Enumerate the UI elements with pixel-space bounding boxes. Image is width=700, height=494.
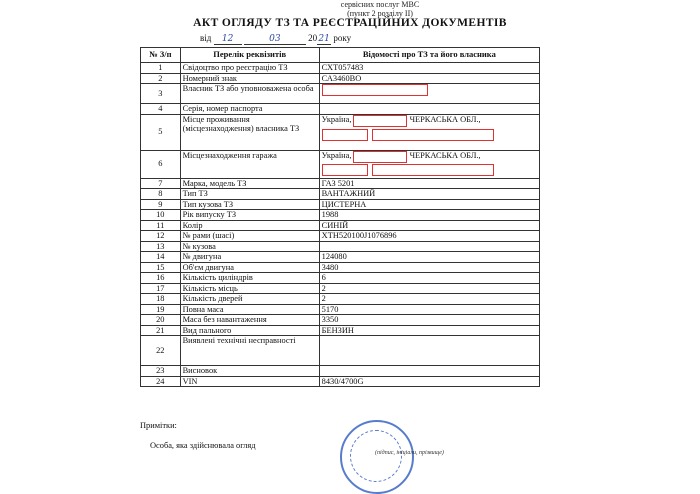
row-number: 4 [141,104,181,115]
header-requisites: Перелік реквізитів [180,48,319,63]
official-stamp [340,420,414,494]
redaction-box [322,84,428,96]
date-year-prefix: 20 [308,33,318,43]
row-value: ГАЗ 5201 [319,178,539,189]
row-value: 2 [319,283,539,294]
row-number: 3 [141,84,181,104]
row-value: ВАНТАЖНИЙ [319,189,539,200]
row-label: Кількість дверей [180,294,319,305]
redaction-box [353,151,407,163]
table-row [141,376,540,387]
row-number: 9 [141,199,181,210]
date-line [200,33,351,45]
row-value: 8430/4700G [319,376,539,387]
row-label: Повна маса [180,304,319,315]
redaction-box [322,164,368,176]
row-number: 13 [141,241,181,252]
row-number: 12 [141,231,181,242]
row-number: 21 [141,325,181,336]
row-label: Свідоцтво про реєстрацію ТЗ [180,63,319,74]
table-header-row [141,48,540,63]
garage-country: Україна, [321,150,352,160]
row-label: Висновок [180,366,319,377]
date-year: 21 [318,34,330,44]
table-row [141,252,540,263]
table-row [141,150,540,178]
row-label: Об'єм двигуна [180,262,319,273]
signature-caption: (підпис, ініціали, прізвище) [375,450,444,456]
row-label: № рами (шасі) [180,231,319,242]
date-day: 12 [214,33,242,45]
document-title: АКТ ОГЛЯДУ ТЗ ТА РЕЄСТРАЦІЙНИХ ДОКУМЕНТІВ [193,17,507,29]
row-value: ЦИСТЕРНА [319,199,539,210]
address-country: Україна, [321,114,352,124]
address-region: ЧЕРКАСЬКА ОБЛ., [409,114,481,124]
row-value [319,366,539,377]
row-label: Кількість місць [180,283,319,294]
row-value: 2 [319,294,539,305]
row-value-address [319,114,539,150]
row-label: Місцезнаходження гаража [180,150,319,178]
row-number: 18 [141,294,181,305]
row-value: СХТ057483 [319,63,539,74]
row-number: 8 [141,189,181,200]
table-row [141,325,540,336]
stamp-inner-ring [350,430,402,482]
row-value [319,241,539,252]
row-number: 1 [141,63,181,74]
row-label: Маса без навантаження [180,315,319,326]
row-value [319,336,539,366]
row-label: Марка, модель ТЗ [180,178,319,189]
table-row [141,199,540,210]
table-row [141,189,540,200]
inspection-table [140,47,540,387]
garage-region: ЧЕРКАСЬКА ОБЛ., [409,150,481,160]
table-row [141,178,540,189]
redaction-box [353,115,407,127]
table-row [141,84,540,104]
row-number: 5 [141,114,181,150]
table-row [141,283,540,294]
inspector-label: Особа, яка здійснювала огляд [150,441,256,450]
row-number: 16 [141,273,181,284]
table-row [141,210,540,221]
row-label: Номерний знак [180,73,319,84]
row-value: 5170 [319,304,539,315]
table-row [141,231,540,242]
table-row [141,104,540,115]
table-row [141,262,540,273]
table-row [141,366,540,377]
redaction-box [372,129,494,141]
row-value: 3350 [319,315,539,326]
row-label: Кількість циліндрів [180,273,319,284]
row-label: № кузова [180,241,319,252]
row-label: Вид пального [180,325,319,336]
header-number: № З/п [141,48,181,63]
row-value: БЕНЗИН [319,325,539,336]
row-label: Виявлені технічні несправності [180,336,319,366]
redaction-box [322,129,368,141]
table-row [141,63,540,74]
row-value-redacted [319,84,539,104]
row-label: VIN [180,376,319,387]
row-value [319,104,539,115]
header-note [300,0,460,18]
header-note-line2: (пункт 2 розділу ІІ) [347,9,413,18]
table-row [141,336,540,366]
row-value: СИНІЙ [319,220,539,231]
row-number: 24 [141,376,181,387]
row-number: 14 [141,252,181,263]
table-row [141,220,540,231]
row-label: № двигуна [180,252,319,263]
row-number: 15 [141,262,181,273]
row-number: 22 [141,336,181,366]
header-vehicle-info: Відомості про ТЗ та його власника [319,48,539,63]
table-row [141,273,540,284]
row-value: 3480 [319,262,539,273]
row-number: 19 [141,304,181,315]
redaction-box [372,164,494,176]
date-year-suffix: року [333,33,352,43]
table-row [141,304,540,315]
row-label: Серія, номер паспорта [180,104,319,115]
row-number: 11 [141,220,181,231]
row-number: 17 [141,283,181,294]
row-label: Місце проживання (місцезнаходження) власника ТЗ [180,114,319,150]
row-label: Колір [180,220,319,231]
row-label: Власник ТЗ або уповноважена особа [180,84,319,104]
table-row [141,73,540,84]
table-row [141,114,540,150]
date-month: 03 [244,33,306,45]
row-value: 1988 [319,210,539,221]
row-value: 6 [319,273,539,284]
header-note-line1: сервісних послуг МВС [340,0,420,9]
table-row [141,315,540,326]
row-number: 2 [141,73,181,84]
row-number: 23 [141,366,181,377]
row-value: СА3460ВО [319,73,539,84]
notes-label: Примітки: [140,421,177,430]
row-value: 124080 [319,252,539,263]
table-row [141,294,540,305]
table-row [141,241,540,252]
row-value: ХТН520100J1076896 [319,231,539,242]
row-label: Тип ТЗ [180,189,319,200]
row-number: 10 [141,210,181,221]
row-label: Тип кузова ТЗ [180,199,319,210]
row-label: Рік випуску ТЗ [180,210,319,221]
date-prefix: від [200,33,212,43]
row-number: 20 [141,315,181,326]
row-value-garage [319,150,539,178]
row-number: 6 [141,150,181,178]
row-number: 7 [141,178,181,189]
